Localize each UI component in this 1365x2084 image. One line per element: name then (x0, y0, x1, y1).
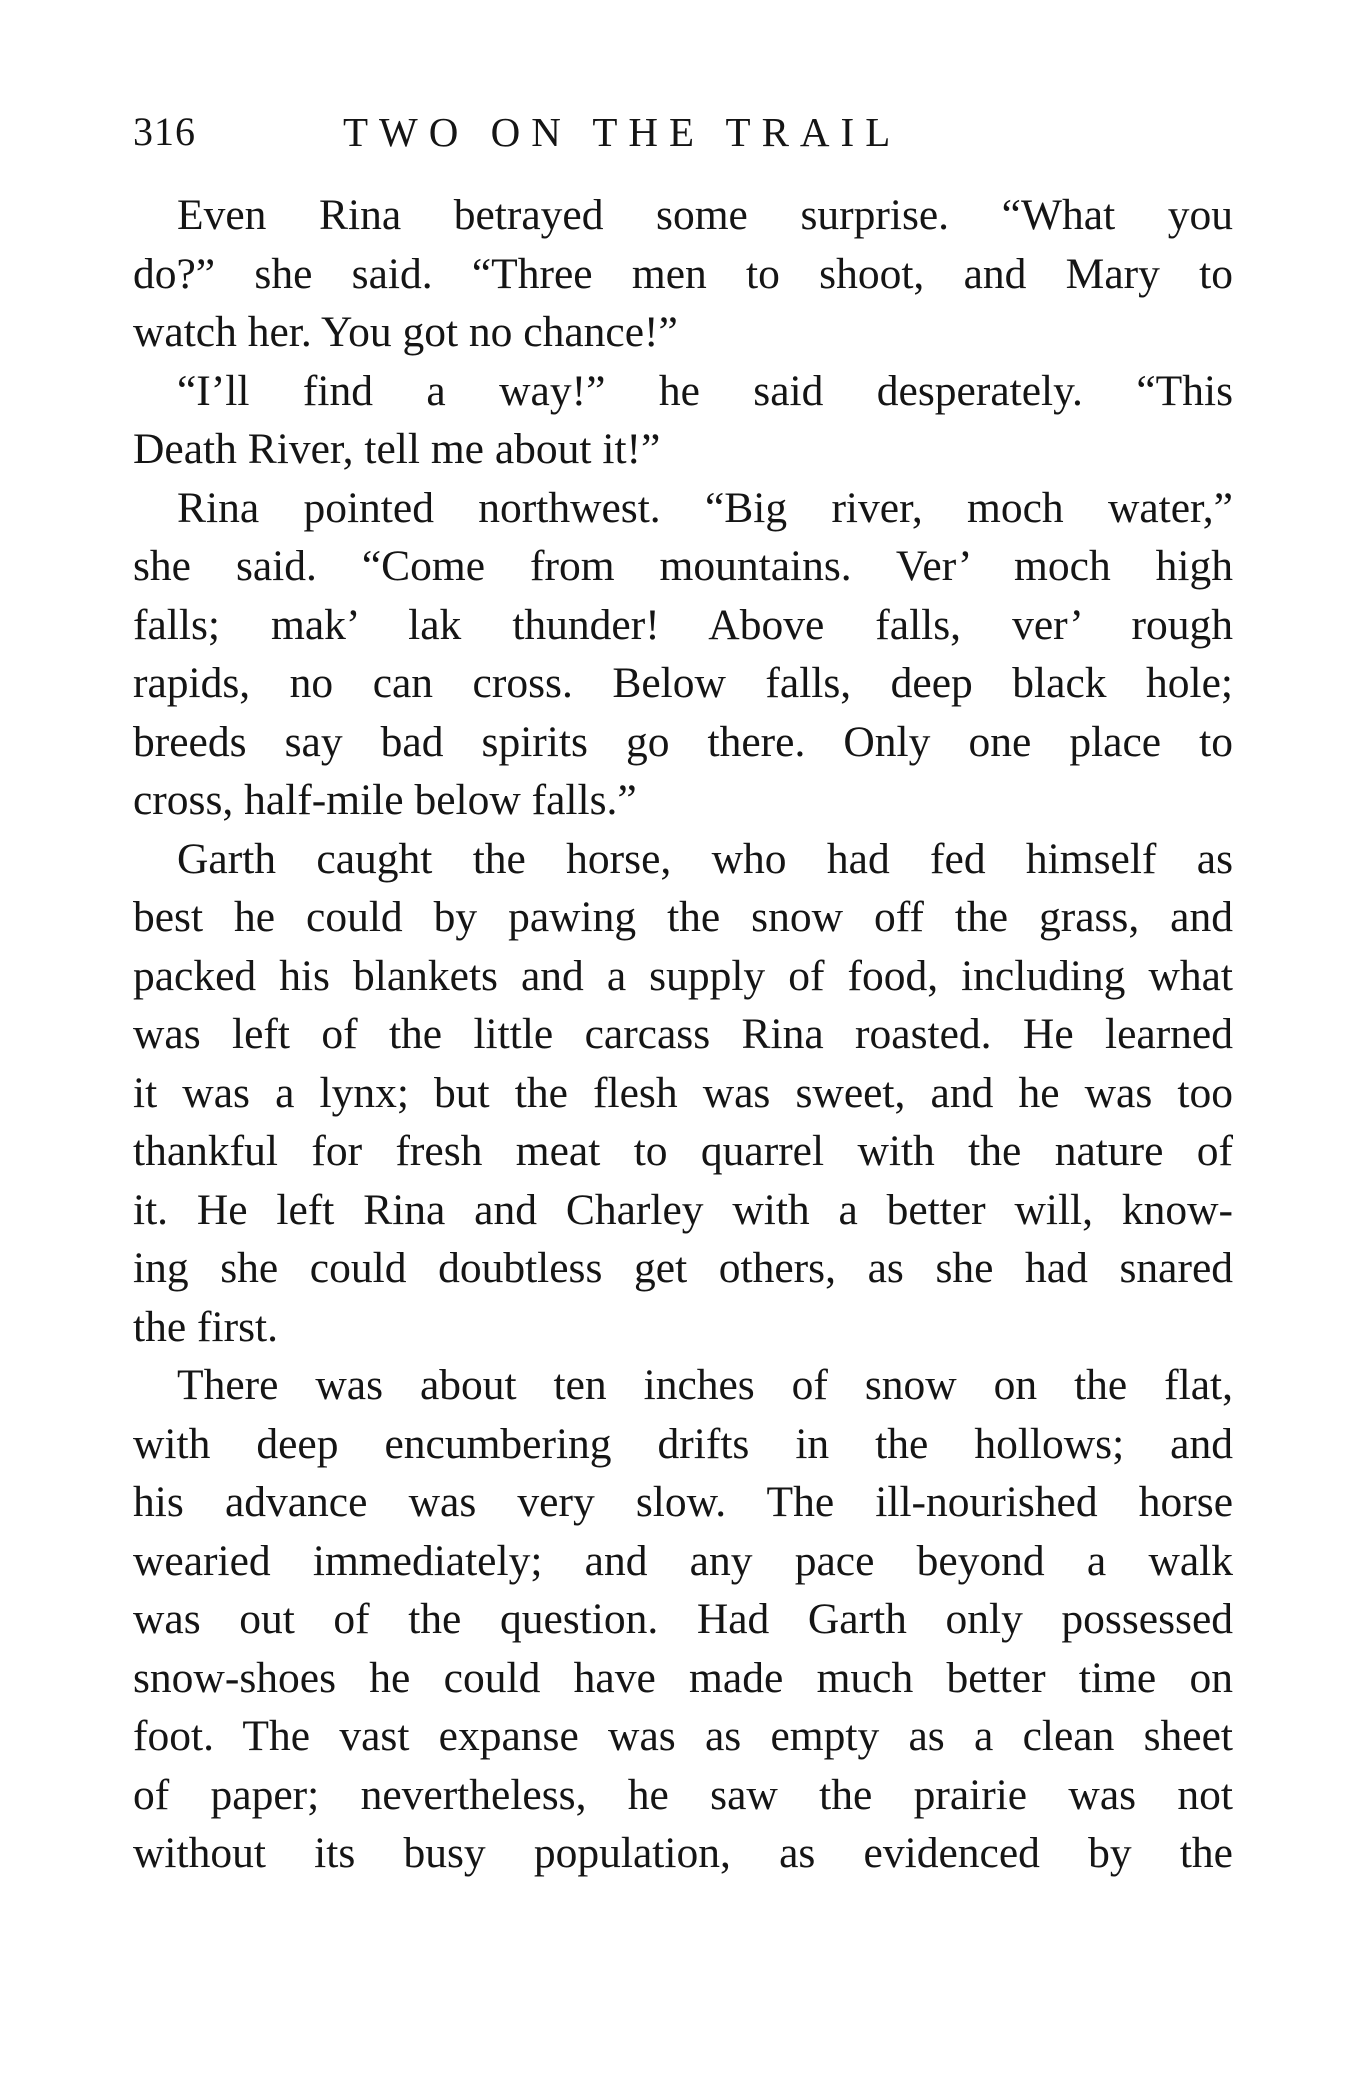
text-line: the first. (133, 1302, 278, 1351)
text-line: his advance was very slow. The ill-nourished horse (133, 1478, 1233, 1526)
text-line: “I’ll find a way!” he said desperately. “This (177, 366, 1233, 415)
text-line: do?” she said. “Three men to shoot, and Mary to (133, 249, 1233, 298)
text-line: was out of the question. Had Garth only possessed (133, 1595, 1233, 1643)
text-line: it. He left Rina and Charley with a better will, know- (133, 1185, 1233, 1234)
text-line: with deep encumbering drifts in the hollows; and (133, 1419, 1233, 1468)
text-line: ing she could doubtless get others, as she had snared (133, 1244, 1233, 1292)
running-title: TWO ON THE TRAIL (343, 109, 902, 155)
text-line: Death River, tell me about it!” (133, 425, 661, 473)
text-line: Rina pointed northwest. “Big river, moch water,” (177, 483, 1233, 532)
text-line: she said. “Come from mountains. Ver’ moch high (133, 542, 1233, 590)
text-line: cross, half-mile below falls.” (133, 776, 637, 824)
text-line: snow-shoes he could have made much better time on (133, 1653, 1233, 1702)
text-line: thankful for fresh meat to quarrel with the nature of (133, 1127, 1233, 1175)
text-line: without its busy population, as evidenced by the (133, 1829, 1233, 1877)
text-line: was left of the little carcass Rina roasted. He learned (133, 1010, 1233, 1058)
text-line: wearied immediately; and any pace beyond a walk (133, 1536, 1233, 1585)
text-line: Garth caught the horse, who had fed himself as (177, 834, 1233, 883)
text-line: breeds say bad spirits go there. Only one place to (133, 717, 1233, 766)
text-line: packed his blankets and a supply of food, including what (133, 951, 1233, 1000)
text-line: of paper; nevertheless, he saw the prairie was not (133, 1770, 1233, 1819)
text-line: There was about ten inches of snow on the flat, (177, 1361, 1233, 1409)
body-text (133, 186, 1233, 1883)
text-line: it was a lynx; but the flesh was sweet, and he was too (133, 1068, 1233, 1117)
text-line: falls; mak’ lak thunder! Above falls, ver’ rough (133, 600, 1233, 649)
text-line: best he could by pawing the snow off the grass, and (133, 893, 1233, 941)
text-line: foot. The vast expanse was as empty as a clean sheet (133, 1712, 1233, 1760)
page-header (133, 104, 1233, 164)
page-number: 316 (133, 109, 196, 154)
text-line: watch her. You got no chance!” (133, 308, 678, 356)
text-line: Even Rina betrayed some surprise. “What you (177, 191, 1233, 239)
text-line: rapids, no can cross. Below falls, deep black hole; (133, 659, 1233, 707)
